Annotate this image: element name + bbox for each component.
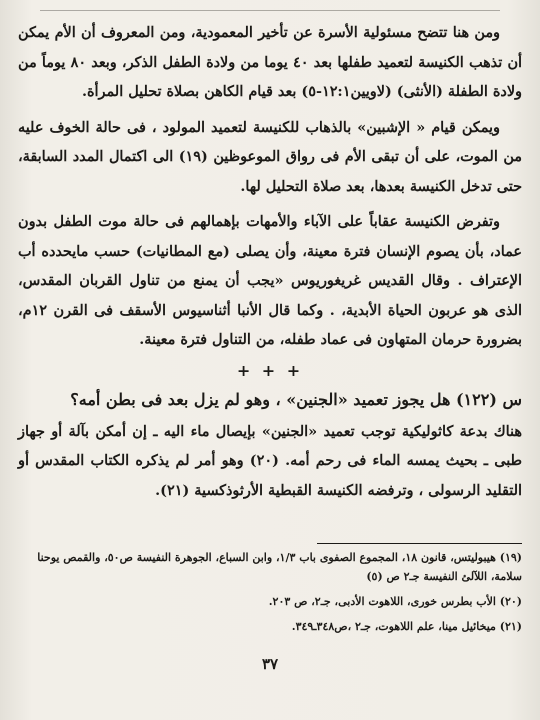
paragraph-2: ويمكن قيام « الإشبين» بالذهاب للكنيسة لتعميد المولود ، فى حالة الخوف عليه من الموت، على أن تبقى الأم فى رواق الموعوظين (١٩) الى اكتمال المدد السابقة، حتى تدخل الكنيسة بعدها، بعد صلاة التحليل لها. (18, 118, 522, 195)
paragraph-1: ومن هنا تتضح مسئولية الأسرة عن تأخير المعمودية، ومن المعروف أن الأم يمكن أن تذهب الكنيسة لتعميد طفلها بعد ٤٠ يوما من ولادة الطفل الذكر، وبعد ٨٠ يوماً من ولادة الطفلة (الأنثى) (لاويين١٢:١-٥) بعد قيام الكاهن بصلاة تحليل المرأة. (18, 24, 523, 100)
footnotes (18, 548, 522, 642)
page-number: ٣٧ (261, 655, 279, 673)
paragraph-3: وتفرض الكنيسة عقاباً على الآباء والأمهات بإهمالهم فى حالة موت الطفل بدون عماد، بأن يصوم الإنسان فترة معينة، وأن يصلى (مع المطانيات) حسب مايحدده أب الإعتراف . وقال القديس غريغوريوس «يجب أن يمنع من تناول القربان المقدس، الذى هو عربون الحياة الأبدية، . وكما قال الأنبا أثناسيوس الأسقف فى القرن ١٢م، بضرورة حرمان المتهاون فى عماد طفله، من التناول فترة معينة. (18, 213, 522, 348)
section-separator: + + + (236, 360, 304, 380)
footnote-20: (٢٠) الأب بطرس خورى، اللاهوت الأدبى، جـ٢، ص ٢٠٣. (268, 595, 522, 608)
question-heading: س (١٢٢) هل يجوز تعميد «الجنين» ، وهو لم يزل بعد فى بطن أمه؟ (70, 389, 522, 409)
footnote-21: (٢١) ميخائيل مينا، علم اللاهوت، جـ٢ ،ص٣٤٨ـ٣٤٩. (291, 620, 522, 633)
footnote-rule (317, 543, 522, 544)
top-edge-line (40, 0, 500, 11)
main-text (18, 18, 522, 505)
footnote-19: (١٩) هيبوليتس، قانون ١٨، المجموع الصفوى باب ١/٣، وابن السباع، الجوهرة النفيسة ص٥٠، والقمص يوحنا سلامة، اللآلئ النفيسة جـ٢ ص (٥) (37, 551, 522, 583)
answer-paragraph: هناك بدعة كاثوليكية توجب تعميد «الجنين» بإيصال ماء اليه ـ إن أمكن بآلة أو جهاز طبى ـ بحيث يمسه الماء فى رحم أمه. (٢٠) وهو أمر لم يذكره الكتاب المقدس أو التقليد الرسولى ، وترفضه الكنيسة القبطية الأرثوذكسية (٢١). (18, 422, 522, 499)
